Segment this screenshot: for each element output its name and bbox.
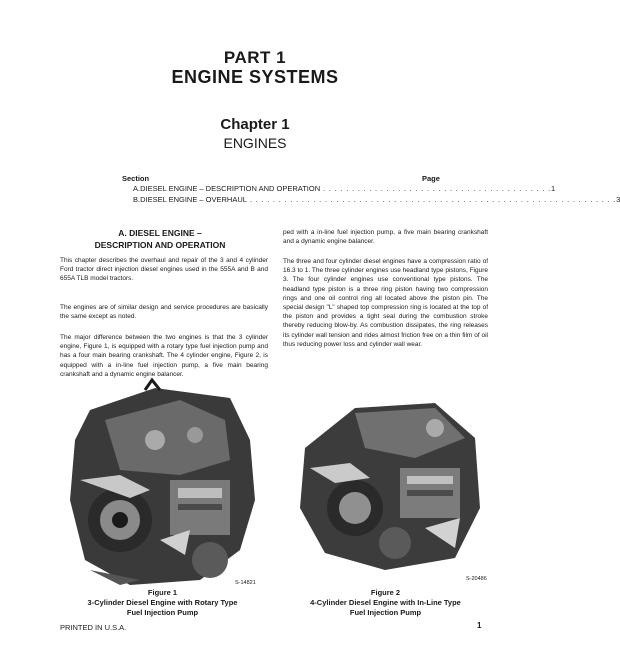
toc-leader: . . . . . . . . . . . . . . . . . . . . . . . . . . . . . . . . . . . . . . . . . . . . . . . . . . . . . . . . . . . . . . . . — [249, 195, 617, 204]
chapter-subtitle: ENGINES — [223, 135, 287, 151]
figure-2-engine-photo — [295, 388, 483, 573]
chapter-title: Chapter 1 — [220, 116, 290, 133]
figure-2-code: S-20486 — [466, 576, 487, 582]
toc-page-label: Page — [422, 174, 440, 183]
figure-1-caption-line1: 3-Cylinder Diesel Engine with Rotary Type — [87, 598, 238, 607]
figure-1-label: Figure 1 — [147, 588, 178, 597]
section-heading-line1: A. DIESEL ENGINE – — [118, 228, 202, 238]
footer-printed: PRINTED IN U.S.A. — [60, 623, 127, 632]
figure-2-caption-line2: Fuel Injection Pump — [349, 608, 422, 617]
section-heading — [60, 227, 260, 251]
toc-row-b[interactable] — [133, 195, 620, 204]
part-subtitle: ENGINE SYSTEMS — [171, 67, 339, 87]
figure-1-code: S-14821 — [235, 580, 256, 586]
page-number: 1 — [477, 621, 482, 630]
paragraph-major-difference: The major difference between the two engines is that the 3 cylinder engine, Figure 1, is equipped with a rotary type fuel injection pump and has a four main bearing crankshaft. The 4 cylinder engine, Figure 2, is equipped with a in-line fuel injection pump, a five main bearing crankshaft and a dynamic engine balancer. — [60, 334, 268, 378]
figure-2-caption — [283, 588, 488, 618]
paragraph-similar-design: The engines are of similar design and service procedures are basically the same except as noted. — [60, 304, 268, 321]
figure-2-label: Figure 2 — [370, 588, 401, 597]
toc-title: DIESEL ENGINE – DESCRIPTION AND OPERATION — [140, 184, 321, 193]
toc-page: 1 — [550, 184, 556, 193]
figure-2-caption-line1: 4-Cylinder Diesel Engine with In-Line Type — [310, 598, 461, 607]
toc-row-a[interactable] — [133, 184, 556, 193]
paragraph-in-line-pump: ped with a in-line fuel injection pump, a five main bearing crankshaft and a dynamic engine balancer. — [283, 229, 488, 246]
figure-1-caption — [60, 588, 265, 618]
toc-page: 3 — [616, 195, 620, 204]
toc-letter: B. — [133, 195, 141, 204]
toc-letter: A. — [133, 184, 141, 193]
paragraph-intro: This chapter describes the overhaul and repair of the 3 and 4 cylinder Ford tractor direct injection diesel engines used in the 555A and B and 655A TLB model tractors. — [60, 257, 268, 283]
paragraph-compression: The three and four cylinder diesel engines have a compression ratio of 16.3 to 1. The three cylinder engines use headland type pistons, Figure 3. The four cylinder engines use conventional type pistons. The headland type piston is a three ring piston having two compression rings and one oil control ring all located above the piston pin. The special design "L" shaped top compression ring is located at the top of the piston and provides a tight seal during the combustion stroke thereby reducing blow-by. As combustion dissipates, the ring releases its cylinder wall tension and rides almost friction free on a thin film of oil thus reducing power loss and cylinder wall wear. — [283, 258, 488, 348]
part-title: PART 1 — [223, 48, 287, 67]
toc-title: DIESEL ENGINE – OVERHAUL — [140, 195, 247, 204]
toc-section-label: Section — [122, 174, 150, 183]
toc-leader: . . . . . . . . . . . . . . . . . . . . . . . . . . . . . . . . . . . . . . . . — [323, 184, 551, 193]
figure-1-engine-photo — [60, 380, 265, 590]
section-heading-line2: DESCRIPTION AND OPERATION — [94, 240, 226, 250]
figure-1-caption-line2: Fuel Injection Pump — [126, 608, 199, 617]
